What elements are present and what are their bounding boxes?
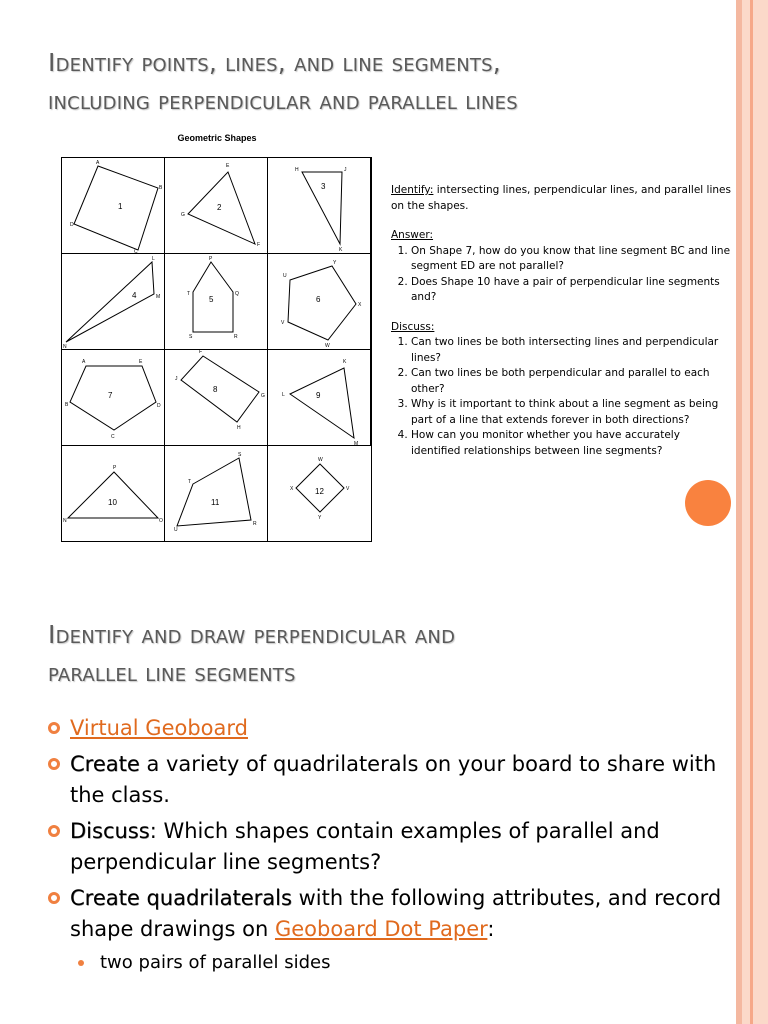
answer-item: 1. On Shape 7, how do you know that line segment BC and line segment ED are not parallel?	[411, 244, 731, 275]
shape-5-drawing	[165, 254, 268, 350]
vertex-label: K	[339, 247, 343, 253]
shape-10-drawing	[62, 446, 165, 542]
sub-list-item	[48, 950, 728, 976]
list-item: Create quadrilaterals with the following attributes, and record shape drawings on Geoboard Dot Paper:	[48, 883, 728, 945]
list-item	[48, 749, 728, 811]
shape-number: 11	[211, 498, 220, 507]
shape-number: 5	[209, 295, 214, 304]
create-quadrilaterals-keyword: Create quadrilaterals	[70, 886, 292, 910]
bullet-ring-icon	[48, 892, 60, 904]
shape-number: 1	[118, 202, 123, 211]
vertex-label: E	[226, 163, 230, 169]
shape-4-drawing	[62, 254, 165, 350]
vertex-label: X	[290, 486, 294, 492]
vertex-label: M	[156, 294, 161, 300]
vertex-label: E	[139, 359, 143, 365]
bullet-ring-icon	[48, 758, 60, 770]
shape-cell-8	[165, 350, 268, 446]
shape-1-drawing	[62, 158, 165, 254]
vertex-label: J	[175, 376, 178, 382]
shape-cell-3	[268, 158, 371, 254]
discuss-list	[391, 335, 731, 459]
decorative-circle	[685, 480, 731, 526]
discussion-panel	[391, 183, 731, 459]
vertex-label: D	[157, 403, 161, 409]
shape-cell-11	[165, 446, 268, 541]
vertex-label: F	[199, 350, 203, 355]
list-item	[48, 713, 728, 744]
section-title-1: Identify points, lines, and line segments, including perpendicular and parallel lines	[48, 48, 518, 115]
vertex-label: Q	[235, 291, 239, 297]
section-title-2: Identify and draw perpendicular and parallel line segments	[48, 620, 456, 687]
identify-text: intersecting lines, perpendicular lines, and parallel lines on the shapes.	[391, 184, 731, 212]
shape-number: 8	[213, 385, 218, 394]
bullet-ring-icon	[48, 722, 60, 734]
vertex-label: V	[281, 320, 285, 326]
shape-7-drawing	[62, 350, 165, 446]
answer-item: 2. Does Shape 10 have a pair of perpendicular line segments and?	[411, 275, 731, 306]
shape-cell-1	[62, 158, 165, 254]
vertex-label: G	[261, 393, 265, 399]
vertex-label: X	[358, 302, 362, 308]
create-keyword: Create	[70, 752, 140, 776]
shape-number: 6	[316, 295, 321, 304]
shape-cell-12	[268, 446, 371, 541]
shape-8-drawing	[165, 350, 268, 446]
bullet-dot-icon	[78, 960, 84, 966]
vertex-label: J	[344, 167, 347, 173]
sub-item-text: two pairs of parallel sides	[100, 952, 331, 973]
geometric-shapes-grid	[61, 157, 372, 542]
vertex-label: N	[63, 344, 67, 350]
vertex-label: A	[82, 359, 86, 365]
shape-3-drawing	[268, 158, 371, 254]
identify-paragraph	[391, 183, 731, 214]
vertex-label: M	[354, 441, 359, 446]
vertex-label: L	[152, 256, 155, 262]
vertex-label: A	[96, 160, 100, 166]
vertex-label: G	[181, 212, 185, 218]
vertex-label: W	[325, 343, 330, 349]
vertex-label: U	[283, 273, 287, 279]
decorative-border-light	[742, 0, 768, 1024]
vertex-label: U	[174, 527, 178, 533]
bullet-ring-icon	[48, 825, 60, 837]
vertex-label: B	[65, 402, 69, 408]
vertex-label: V	[346, 486, 350, 492]
shape-9-drawing	[268, 350, 371, 446]
shape-number: 12	[315, 487, 324, 496]
discuss-item: 2. Can two lines be both perpendicular and parallel to each other?	[411, 366, 731, 397]
shape-number: 9	[316, 391, 321, 400]
discuss-heading: Discuss:	[391, 320, 435, 333]
discuss-keyword: Discuss	[70, 819, 150, 843]
create-text: a variety of quadrilaterals on your board to share with the class.	[70, 752, 717, 807]
vertex-label: C	[134, 249, 138, 254]
shape-number: 3	[321, 182, 326, 191]
decorative-border	[736, 0, 742, 1024]
shape-cell-9	[268, 350, 371, 446]
discuss-item: 1. Can two lines be both intersecting lines and perpendicular lines?	[411, 335, 731, 366]
discuss-item: 3. Why is it important to think about a line segment as being part of a line that extends forever in both directions?	[411, 397, 731, 428]
shape-12-drawing	[268, 446, 371, 542]
vertex-label: C	[111, 434, 115, 440]
shape-cell-5	[165, 254, 268, 350]
vertex-label: S	[189, 334, 193, 340]
discuss-text: : Which shapes contain examples of parallel and perpendicular line segments?	[70, 819, 660, 874]
vertex-label: N	[63, 518, 67, 524]
shape-cell-4	[62, 254, 165, 350]
vertex-label: F	[257, 242, 261, 248]
activity-list	[48, 713, 728, 976]
create-quadrilaterals-text: with the following attributes, and record shape drawings on	[70, 886, 722, 941]
vertex-label: H	[237, 425, 241, 431]
vertex-label: T	[187, 291, 191, 297]
shape-number: 4	[132, 291, 137, 300]
shape-2-drawing	[165, 158, 268, 254]
answer-heading: Answer:	[391, 229, 434, 241]
vertex-label: P	[209, 256, 213, 262]
geoboard-dot-paper-link[interactable]: Geoboard Dot Paper	[274, 917, 488, 941]
decorative-border-line	[750, 0, 753, 1024]
virtual-geoboard-link[interactable]: Virtual Geoboard	[70, 716, 248, 740]
shape-number: 2	[217, 203, 222, 212]
vertex-label: O	[159, 518, 163, 524]
vertex-label: T	[188, 479, 192, 485]
vertex-label: S	[238, 452, 242, 458]
shape-cell-6	[268, 254, 371, 350]
vertex-label: D	[70, 222, 74, 228]
shape-cell-2	[165, 158, 268, 254]
vertex-label: K	[343, 359, 347, 365]
shape-number: 10	[108, 498, 117, 507]
figure-title: Geometric Shapes	[177, 133, 257, 143]
vertex-label: P	[113, 465, 117, 471]
vertex-label: B	[159, 185, 163, 191]
vertex-label: H	[295, 167, 299, 173]
vertex-label: L	[282, 392, 285, 398]
identify-heading: Identify:	[391, 184, 434, 196]
discuss-item: 4. How can you monitor whether you have accurately identified relationships between line segments?	[411, 428, 731, 459]
list-item	[48, 816, 728, 878]
vertex-label: R	[234, 334, 238, 340]
vertex-label: R	[253, 521, 257, 527]
shape-cell-7	[62, 350, 165, 446]
vertex-label: W	[318, 457, 323, 463]
vertex-label: Y	[333, 260, 337, 266]
answer-list	[391, 244, 731, 306]
shape-number: 7	[108, 391, 113, 400]
shape-6-drawing	[268, 254, 371, 350]
vertex-label: Y	[318, 515, 322, 521]
shape-11-drawing	[165, 446, 268, 542]
shape-cell-10	[62, 446, 165, 541]
